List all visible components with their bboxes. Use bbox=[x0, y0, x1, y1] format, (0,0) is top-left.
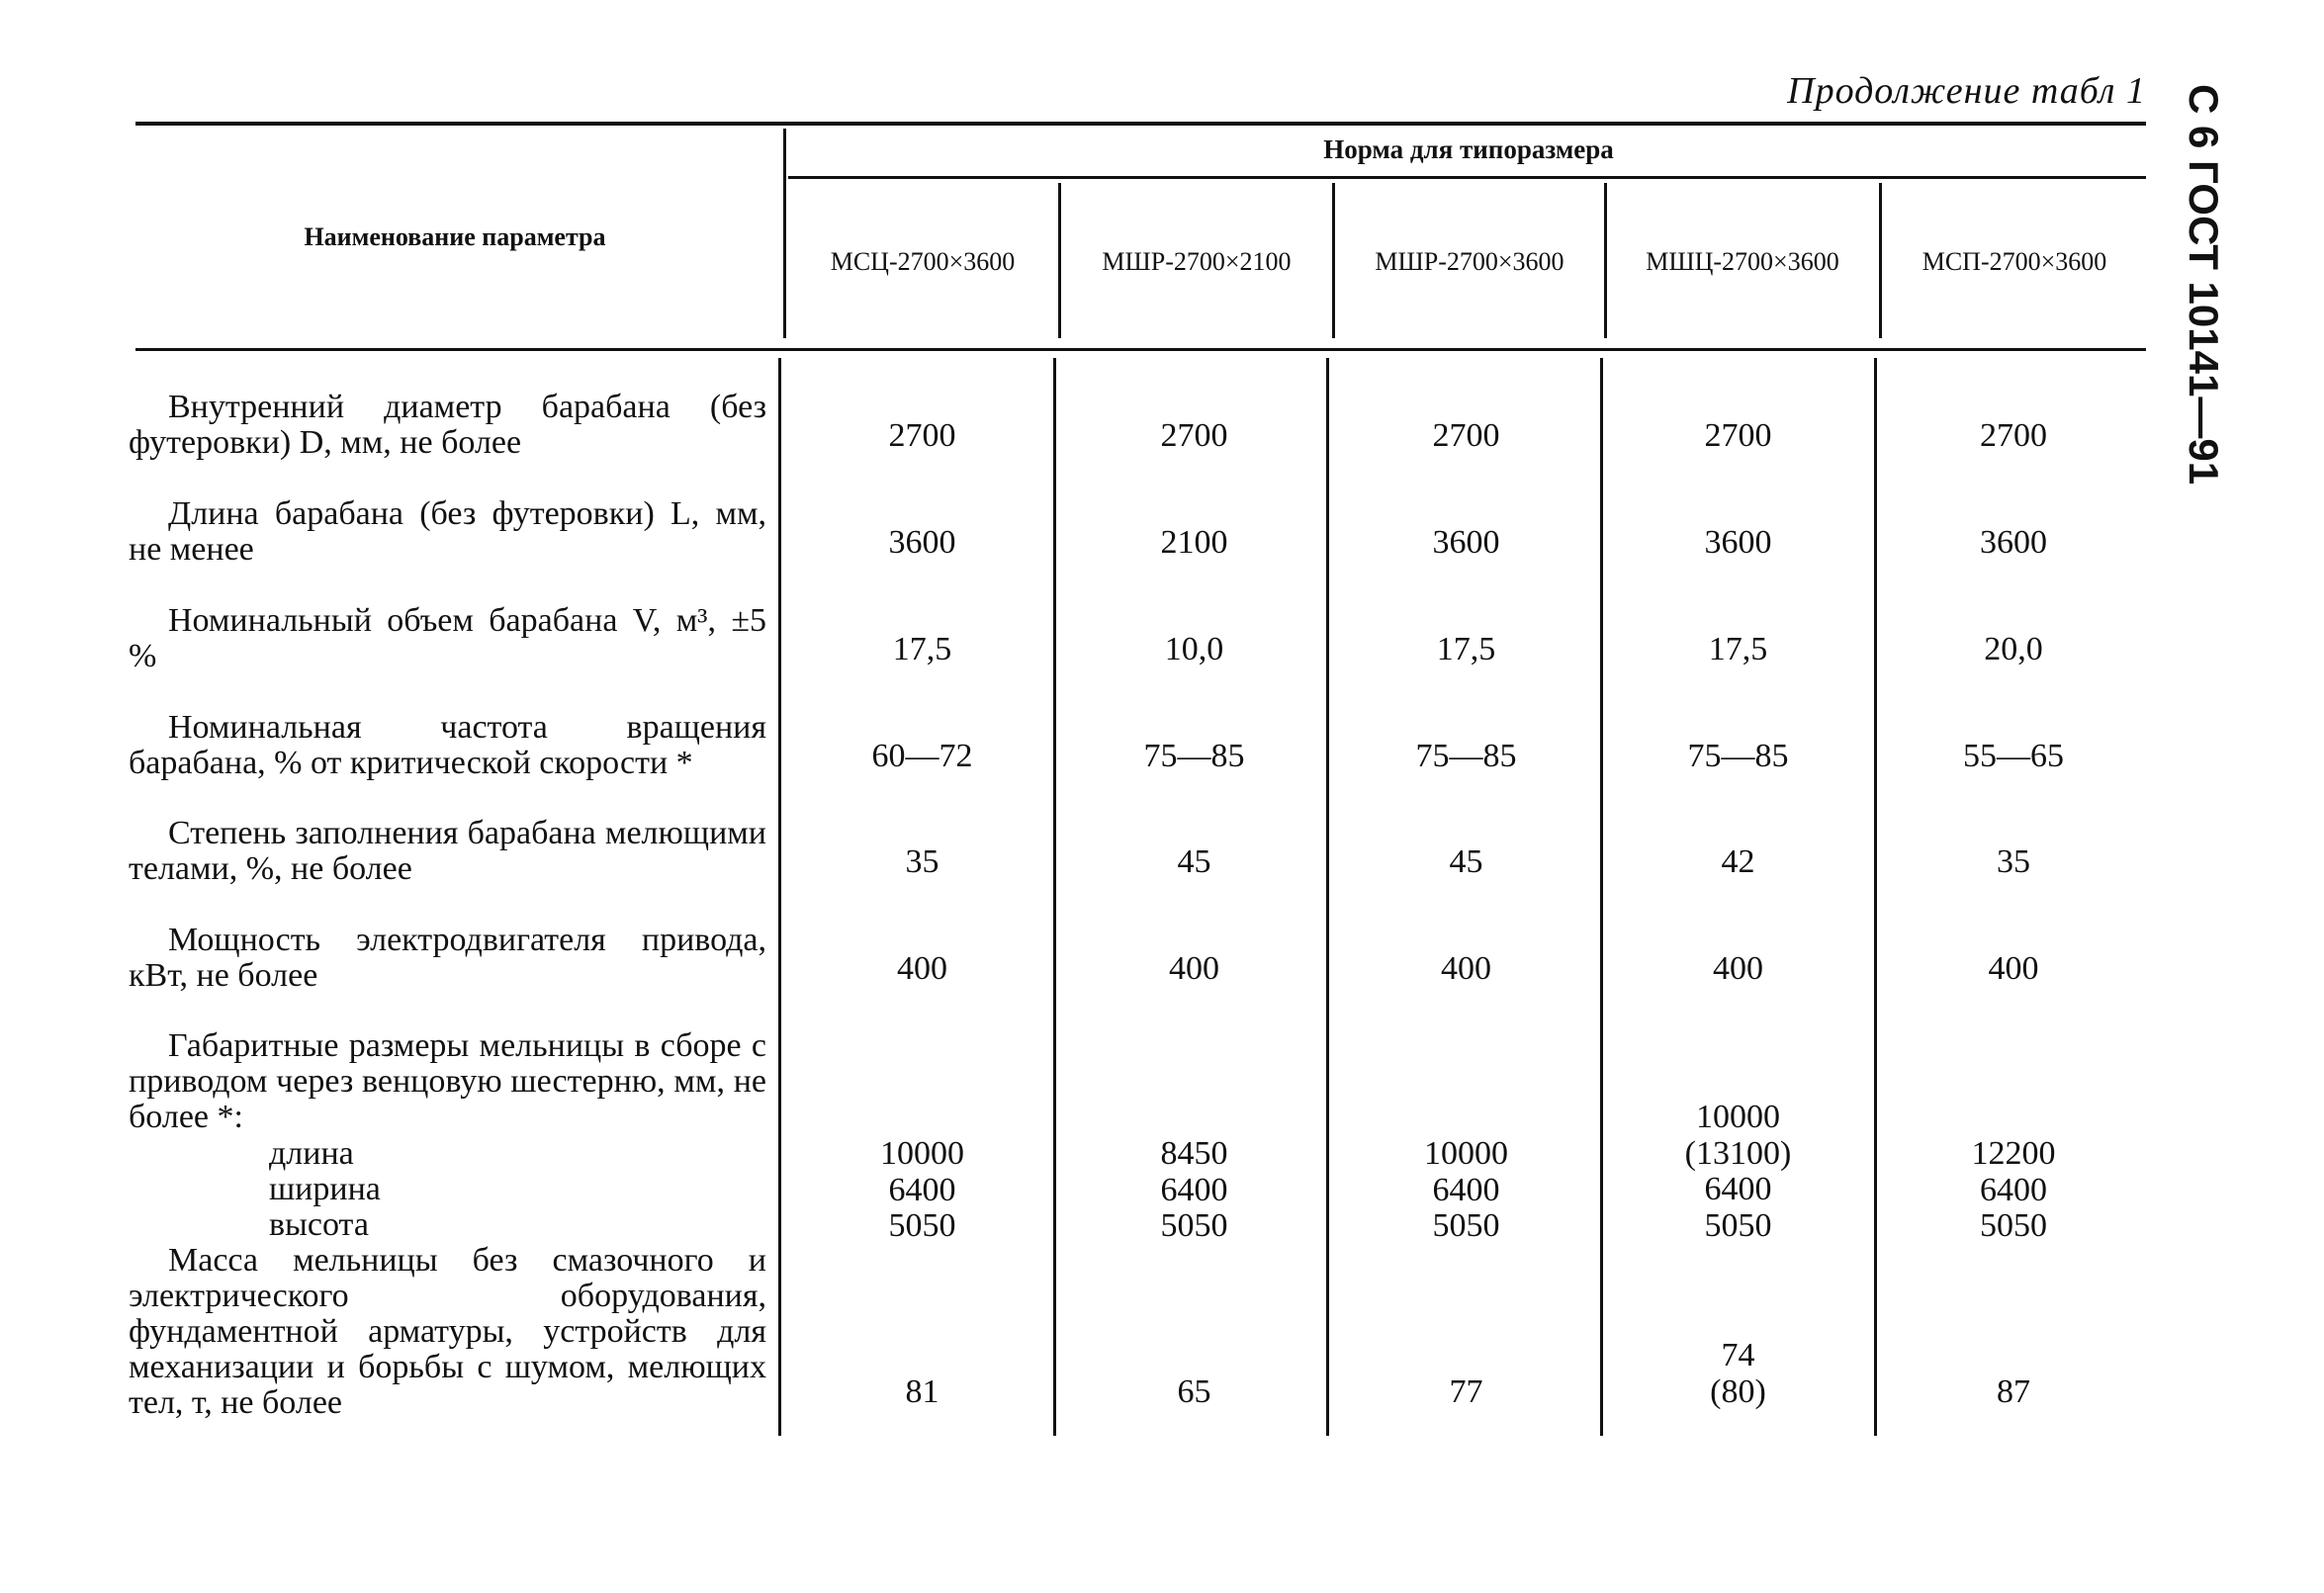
table-top-rule bbox=[135, 122, 2146, 126]
table-cell: 75—85 bbox=[1143, 738, 1245, 774]
parameter-label: Внутренний диаметр барабана (без футеровки) D, мм, не более bbox=[129, 389, 766, 461]
parameter-label: Степень заполнения барабана мелющими телами, %, не более bbox=[129, 815, 766, 887]
parameter-label: Масса мельницы без смазочного и электрического оборудования, фундаментной арматуры, устройств для механизации и борьбы с шумом, мелющих тел, т, не более bbox=[129, 1242, 766, 1421]
column-divider bbox=[778, 358, 781, 1436]
table-cell: 12200 6400 5050 bbox=[1971, 1135, 2056, 1244]
table-cell: 74 (80) bbox=[1710, 1337, 1766, 1410]
table-cell: 55—65 bbox=[1963, 738, 2064, 774]
header-bottom-rule bbox=[135, 348, 2146, 351]
table-cell: 75—85 bbox=[1415, 738, 1517, 774]
column-header: МШР-2700×2100 bbox=[1102, 247, 1292, 276]
table-cell: 8450 6400 5050 bbox=[1160, 1135, 1228, 1244]
column-divider bbox=[783, 129, 786, 338]
norm-header: Норма для типоразмера bbox=[1323, 134, 1614, 164]
table-cell: 10000 (13100) 6400 5050 bbox=[1684, 1099, 1792, 1244]
column-divider bbox=[1879, 183, 1882, 338]
table-cell: 75—85 bbox=[1687, 738, 1789, 774]
column-divider bbox=[1326, 358, 1329, 1436]
dimension-item: ширина bbox=[269, 1171, 381, 1207]
column-divider bbox=[1332, 183, 1335, 338]
table-cell: 2700 bbox=[1704, 417, 1772, 454]
table-cell: 3600 bbox=[888, 524, 956, 561]
table-cell: 10000 6400 5050 bbox=[1424, 1135, 1508, 1244]
column-divider bbox=[1600, 358, 1603, 1436]
parameter-label: Габаритные размеры мельницы в сборе с приводом через венцовую шестерню, мм, не более *: bbox=[129, 1027, 766, 1135]
table-cell: 35 bbox=[1997, 843, 2030, 880]
table-cell: 400 bbox=[1713, 950, 1763, 987]
table-cell: 45 bbox=[1177, 843, 1211, 880]
table-cell: 65 bbox=[1177, 1373, 1211, 1410]
table-cell: 45 bbox=[1449, 843, 1483, 880]
column-divider bbox=[1604, 183, 1607, 338]
dimension-item: высота bbox=[269, 1206, 369, 1243]
parameter-label: Номинальная частота вращения барабана, % от критической скорости * bbox=[129, 709, 766, 781]
table-cell: 81 bbox=[905, 1373, 939, 1410]
column-divider bbox=[1058, 183, 1061, 338]
column-header: МСП-2700×3600 bbox=[1922, 247, 2107, 276]
table-cell: 400 bbox=[897, 950, 947, 987]
table-cell: 42 bbox=[1721, 843, 1755, 880]
column-divider bbox=[1874, 358, 1877, 1436]
table-continuation-label: Продолжение табл 1 bbox=[1787, 70, 2146, 112]
parameter-label: Номинальный объем барабана V, м³, ±5 % bbox=[129, 602, 766, 674]
table-cell: 3600 bbox=[1980, 524, 2047, 561]
table-cell: 2100 bbox=[1160, 524, 1228, 561]
table-cell: 20,0 bbox=[1984, 631, 2043, 667]
parameter-label: Мощность электродвигателя привода, кВт, не более bbox=[129, 922, 766, 994]
column-header: МШЦ-2700×3600 bbox=[1646, 247, 1839, 276]
parameter-label: Длина барабана (без футеровки) L, мм, не менее bbox=[129, 495, 766, 568]
table-cell: 3600 bbox=[1432, 524, 1500, 561]
norm-header-rule bbox=[788, 176, 2146, 179]
table-cell: 2700 bbox=[1432, 417, 1500, 454]
dimension-item: длина bbox=[269, 1135, 354, 1172]
table-cell: 77 bbox=[1449, 1373, 1483, 1410]
table-cell: 2700 bbox=[1160, 417, 1228, 454]
table-cell: 10,0 bbox=[1164, 631, 1224, 667]
table-cell: 17,5 bbox=[1436, 631, 1496, 667]
table-cell: 17,5 bbox=[1708, 631, 1768, 667]
parameter-column-header: Наименование параметра bbox=[304, 222, 606, 251]
table-cell: 400 bbox=[1169, 950, 1219, 987]
table-cell: 2700 bbox=[888, 417, 956, 454]
column-divider bbox=[1053, 358, 1056, 1436]
column-header: МШР-2700×3600 bbox=[1375, 247, 1564, 276]
page-side-label: С 6 ГОСТ 10141—91 bbox=[2181, 84, 2227, 486]
table-cell: 35 bbox=[905, 843, 939, 880]
table-cell: 400 bbox=[1441, 950, 1491, 987]
column-header: МСЦ-2700×3600 bbox=[830, 247, 1016, 276]
table-cell: 2700 bbox=[1980, 417, 2047, 454]
table-cell: 10000 6400 5050 bbox=[880, 1135, 964, 1244]
table-cell: 3600 bbox=[1704, 524, 1772, 561]
table-cell: 400 bbox=[1988, 950, 2039, 987]
table-cell: 60—72 bbox=[871, 738, 973, 774]
table-cell: 87 bbox=[1997, 1373, 2030, 1410]
table-cell: 17,5 bbox=[892, 631, 952, 667]
